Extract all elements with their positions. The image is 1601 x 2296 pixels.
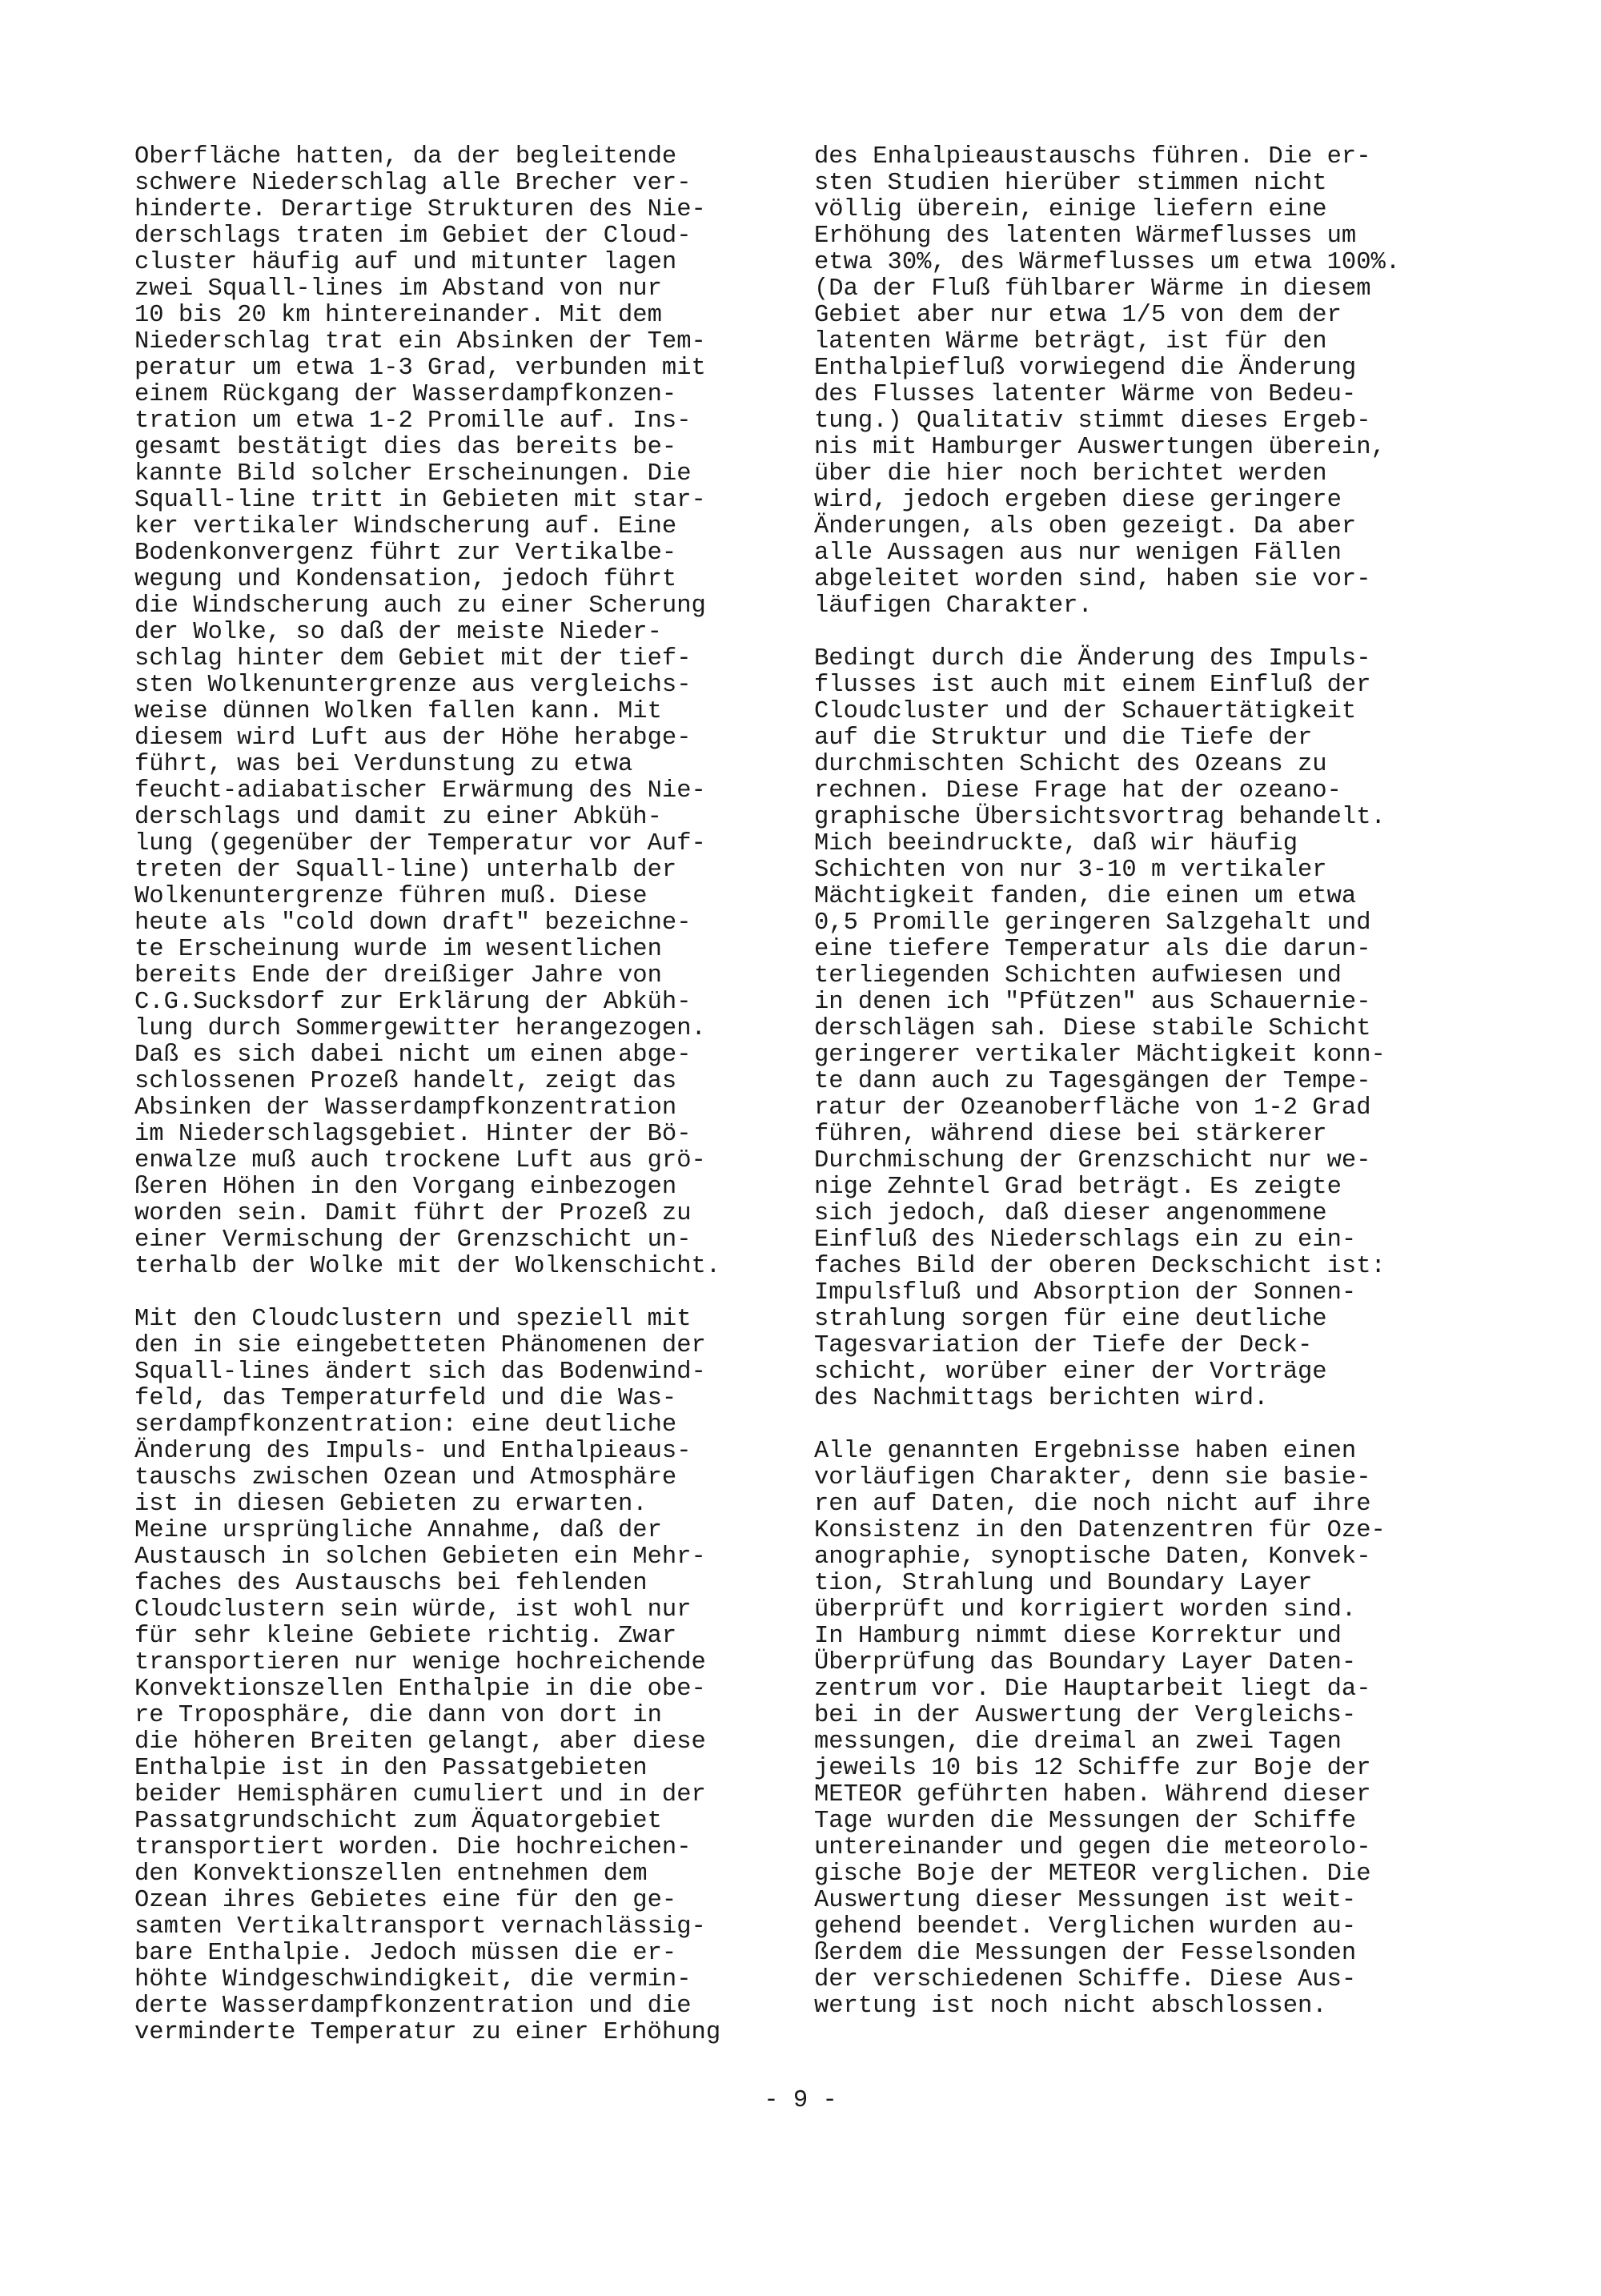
text-line: derschlägen sah. Diese stabile Schicht — [814, 1015, 1371, 1042]
text-line: latenten Wärme beträgt, ist für den — [814, 328, 1327, 355]
text-line: 0,5 Promille geringeren Salzgehalt und — [814, 909, 1371, 937]
text-line: Überprüfung das Boundary Layer Daten- — [814, 1649, 1357, 1676]
text-line: den Konvektionszellen entnehmen dem — [134, 1860, 648, 1888]
text-line: derte Wasserdampfkonzentration und die — [134, 1993, 692, 2020]
text-line: tion, Strahlung und Boundary Layer — [814, 1570, 1313, 1597]
text-line: faches Bild der oberen Deckschicht ist: — [814, 1253, 1386, 1280]
text-line: zwei Squall-lines im Abstand von nur — [134, 275, 662, 303]
text-line: derschlags und damit zu einer Abküh- — [134, 804, 662, 831]
text-line: den in sie eingebetteten Phänomenen der — [134, 1332, 706, 1359]
text-line: Wolkenuntergrenze führen muß. Diese — [134, 883, 648, 910]
text-line: lung durch Sommergewitter herangezogen. — [134, 1015, 706, 1042]
text-line: ker vertikaler Windscherung auf. Eine — [134, 513, 677, 540]
text-line: C.G.Sucksdorf zur Erklärung der Abküh- — [134, 989, 692, 1016]
text-line: Auswertung dieser Messungen ist weit- — [814, 1887, 1357, 1914]
text-line: diesem wird Luft aus der Höhe herabge- — [134, 725, 692, 752]
text-line: Änderungen, als oben gezeigt. Da aber — [814, 513, 1357, 540]
left-column-paragraph — [134, 1307, 767, 2046]
text-line: transportiert worden. Die hochreichen- — [134, 1834, 692, 1861]
text-line: (Da der Fluß fühlbarer Wärme in diesem — [814, 275, 1371, 303]
text-line: enwalze muß auch trockene Luft aus grö- — [134, 1147, 706, 1174]
left-column — [134, 144, 767, 2073]
text-line: Änderung des Impuls- und Enthalpieaus- — [134, 1438, 692, 1465]
text-line: höhte Windgeschwindigkeit, die vermin- — [134, 1966, 692, 1993]
text-line: Enthalpie ist in den Passatgebieten — [134, 1755, 648, 1782]
text-line: geringerer vertikaler Mächtigkeit konn- — [814, 1042, 1386, 1069]
text-line: transportieren nur wenige hochreichende — [134, 1649, 706, 1676]
text-line: Tagesvariation der Tiefe der Deck- — [814, 1332, 1313, 1359]
text-line: Ozean ihres Gebietes eine für den ge- — [134, 1887, 677, 1914]
text-line: gische Boje der METEOR verglichen. Die — [814, 1860, 1371, 1888]
text-line: Impulsfluß und Absorption der Sonnen- — [814, 1279, 1357, 1307]
text-line: messungen, die dreimal an zwei Tagen — [814, 1728, 1342, 1756]
text-line: die höheren Breiten gelangt, aber diese — [134, 1728, 706, 1756]
text-line: des Flusses latenter Wärme von Bedeu- — [814, 381, 1357, 408]
text-line: rechnen. Diese Frage hat der ozeano- — [814, 777, 1342, 805]
text-line: bei in der Auswertung der Vergleichs- — [814, 1702, 1357, 1729]
text-line: für sehr kleine Gebiete richtig. Zwar — [134, 1623, 677, 1650]
right-column — [814, 144, 1455, 2046]
text-line: völlig überein, einige liefern eine — [814, 196, 1327, 223]
text-line: graphische Übersichtsvortrag behandelt. — [814, 804, 1386, 831]
right-column-paragraph — [814, 144, 1455, 620]
text-line: tung.) Qualitativ stimmt dieses Ergeb- — [814, 407, 1371, 435]
text-line: Erhöhung des latenten Wärmeflusses um — [814, 223, 1357, 250]
text-line: Enthalpiefluß vorwiegend die Änderung — [814, 355, 1357, 382]
text-line: jeweils 10 bis 12 Schiffe zur Boje der — [814, 1755, 1371, 1782]
text-line: zentrum vor. Die Hauptarbeit liegt da- — [814, 1676, 1371, 1703]
text-line: der verschiedenen Schiffe. Diese Aus- — [814, 1966, 1357, 1993]
text-line: peratur um etwa 1-3 Grad, verbunden mit — [134, 355, 706, 382]
text-line: auf die Struktur und die Tiefe der — [814, 725, 1313, 752]
text-line: 10 bis 20 km hintereinander. Mit dem — [134, 302, 662, 329]
text-line: flusses ist auch mit einem Einfluß der — [814, 672, 1371, 699]
left-column-paragraph — [134, 144, 767, 1280]
text-line: Cloudcluster und der Schauertätigkeit — [814, 698, 1357, 725]
text-line: lung (gegenüber der Temperatur vor Auf- — [134, 830, 706, 857]
text-line: beider Hemisphären cumuliert und in der — [134, 1781, 706, 1808]
text-line: wegung und Kondensation, jedoch führt — [134, 566, 677, 593]
text-line: sten Studien hierüber stimmen nicht — [814, 170, 1327, 197]
text-line: te dann auch zu Tagesgängen der Tempe- — [814, 1068, 1371, 1095]
text-line: cluster häufig auf und mitunter lagen — [134, 249, 677, 276]
text-line: Alle genannten Ergebnisse haben einen — [814, 1438, 1357, 1465]
text-line: schwere Niederschlag alle Brecher ver- — [134, 170, 692, 197]
text-line: überprüft und korrigiert worden sind. — [814, 1596, 1357, 1624]
text-line: te Erscheinung wurde im wesentlichen — [134, 936, 662, 963]
text-line: schlossenen Prozeß handelt, zeigt das — [134, 1068, 677, 1095]
text-line: terliegenden Schichten aufwiesen und — [814, 962, 1342, 989]
text-line: wird, jedoch ergeben diese geringere — [814, 487, 1342, 514]
text-line: alle Aussagen aus nur wenigen Fällen — [814, 540, 1342, 567]
text-line: terhalb der Wolke mit der Wolkenschicht. — [134, 1253, 721, 1280]
text-line: In Hamburg nimmt diese Korrektur und — [814, 1623, 1342, 1650]
text-line: Austausch in solchen Gebieten ein Mehr- — [134, 1543, 706, 1571]
text-line: läufigen Charakter. — [814, 592, 1093, 620]
text-line: nis mit Hamburger Auswertungen überein, — [814, 434, 1386, 461]
text-line: kannte Bild solcher Erscheinungen. Die — [134, 460, 692, 488]
text-line: Cloudclustern sein würde, ist wohl nur — [134, 1596, 692, 1624]
text-line: wertung ist noch nicht abschlossen. — [814, 1993, 1327, 2020]
right-column-paragraph — [814, 646, 1455, 1412]
text-line: Squall-line tritt in Gebieten mit star- — [134, 487, 706, 514]
text-line: serdampfkonzentration: eine deutliche — [134, 1411, 677, 1439]
text-line: Schichten von nur 3-10 m vertikaler — [814, 857, 1327, 884]
page-number: - 9 - — [764, 2087, 837, 2114]
text-line: nige Zehntel Grad beträgt. Es zeigte — [814, 1174, 1342, 1201]
text-line: vorläufigen Charakter, denn sie basie- — [814, 1464, 1371, 1491]
text-line: feld, das Temperaturfeld und die Was- — [134, 1385, 677, 1412]
text-line: etwa 30%, des Wärmeflusses um etwa 100%. — [814, 249, 1401, 276]
text-line: untereinander und gegen die meteorolo- — [814, 1834, 1371, 1861]
text-line: durchmischten Schicht des Ozeans zu — [814, 751, 1327, 778]
text-line: worden sein. Damit führt der Prozeß zu — [134, 1200, 692, 1227]
text-line: gehend beendet. Verglichen wurden au- — [814, 1913, 1357, 1941]
text-line: des Nachmittags berichten wird. — [814, 1385, 1269, 1412]
text-line: Gebiet aber nur etwa 1/5 von dem der — [814, 302, 1342, 329]
text-line: derschlags traten im Gebiet der Cloud- — [134, 223, 692, 250]
text-line: verminderte Temperatur zu einer Erhöhung — [134, 2019, 721, 2046]
text-line: Mächtigkeit fanden, die einen um etwa — [814, 883, 1357, 910]
text-line: bereits Ende der dreißiger Jahre von — [134, 962, 662, 989]
text-line: Mit den Cloudclustern und speziell mit — [134, 1306, 692, 1333]
text-line: ist in diesen Gebieten zu erwarten. — [134, 1491, 648, 1518]
text-line: einer Vermischung der Grenzschicht un- — [134, 1226, 692, 1254]
text-line: ßeren Höhen in den Vorgang einbezogen — [134, 1174, 677, 1201]
text-line: gesamt bestätigt dies das bereits be- — [134, 434, 677, 461]
text-line: Passatgrundschicht zum Äquatorgebiet — [134, 1808, 662, 1835]
text-line: die Windscherung auch zu einer Scherung — [134, 592, 706, 620]
text-line: Durchmischung der Grenzschicht nur we- — [814, 1147, 1371, 1174]
text-line: sich jedoch, daß dieser angenommene — [814, 1200, 1327, 1227]
text-line: einem Rückgang der Wasserdampfkonzen- — [134, 381, 677, 408]
text-line: Bedingt durch die Änderung des Impuls- — [814, 645, 1371, 672]
right-column-paragraph — [814, 1439, 1455, 2020]
text-line: METEOR geführten haben. Während dieser — [814, 1781, 1371, 1808]
text-line: Daß es sich dabei nicht um einen abge- — [134, 1042, 692, 1069]
text-line: Tage wurden die Messungen der Schiffe — [814, 1808, 1357, 1835]
text-line: ßerdem die Messungen der Fesselsonden — [814, 1940, 1357, 1967]
text-line: schlag hinter dem Gebiet mit der tief- — [134, 645, 692, 672]
text-line: führt, was bei Verdunstung zu etwa — [134, 751, 633, 778]
text-line: Mich beeindruckte, daß wir häufig — [814, 830, 1298, 857]
text-line: Absinken der Wasserdampfkonzentration — [134, 1094, 677, 1122]
text-line: re Troposphäre, die dann von dort in — [134, 1702, 662, 1729]
text-line: anographie, synoptische Daten, Konvek- — [814, 1543, 1371, 1571]
text-line: samten Vertikaltransport vernachlässig- — [134, 1913, 706, 1941]
text-line: strahlung sorgen für eine deutliche — [814, 1306, 1327, 1333]
text-line: Meine ursprüngliche Annahme, daß der — [134, 1517, 662, 1544]
text-line: sten Wolkenuntergrenze aus vergleichs- — [134, 672, 692, 699]
text-line: Niederschlag trat ein Absinken der Tem- — [134, 328, 706, 355]
text-line: weise dünnen Wolken fallen kann. Mit — [134, 698, 662, 725]
text-line: tauschs zwischen Ozean und Atmosphäre — [134, 1464, 677, 1491]
text-line: feucht-adiabatischer Erwärmung des Nie- — [134, 777, 706, 805]
text-line: Konsistenz in den Datenzentren für Oze- — [814, 1517, 1386, 1544]
text-line: abgeleitet worden sind, haben sie vor- — [814, 566, 1371, 593]
text-line: heute als "cold down draft" bezeichne- — [134, 909, 692, 937]
text-line: Squall-lines ändert sich das Bodenwind- — [134, 1359, 706, 1386]
text-line: über die hier noch berichtet werden — [814, 460, 1327, 488]
text-line: faches des Austauschs bei fehlenden — [134, 1570, 648, 1597]
text-line: Einfluß des Niederschlags ein zu ein- — [814, 1226, 1357, 1254]
text-line: führen, während diese bei stärkerer — [814, 1121, 1327, 1148]
text-line: ren auf Daten, die noch nicht auf ihre — [814, 1491, 1371, 1518]
text-line: bare Enthalpie. Jedoch müssen die er- — [134, 1940, 677, 1967]
text-line: treten der Squall-line) unterhalb der — [134, 857, 677, 884]
text-line: hinderte. Derartige Strukturen des Nie- — [134, 196, 706, 223]
text-line: der Wolke, so daß der meiste Nieder- — [134, 619, 662, 646]
text-line: im Niederschlagsgebiet. Hinter der Bö- — [134, 1121, 692, 1148]
text-line: Bodenkonvergenz führt zur Vertikalbe- — [134, 540, 677, 567]
text-line: in denen ich "Pfützen" aus Schauernie- — [814, 989, 1371, 1016]
text-line: eine tiefere Temperatur als die darun- — [814, 936, 1371, 963]
text-line: Oberfläche hatten, da der begleitende — [134, 143, 677, 171]
text-line: des Enhalpieaustauschs führen. Die er- — [814, 143, 1371, 171]
text-line: schicht, worüber einer der Vorträge — [814, 1359, 1327, 1386]
text-line: ratur der Ozeanoberfläche von 1-2 Grad — [814, 1094, 1371, 1122]
text-line: Konvektionszellen Enthalpie in die obe- — [134, 1676, 706, 1703]
text-line: tration um etwa 1-2 Promille auf. Ins- — [134, 407, 692, 435]
